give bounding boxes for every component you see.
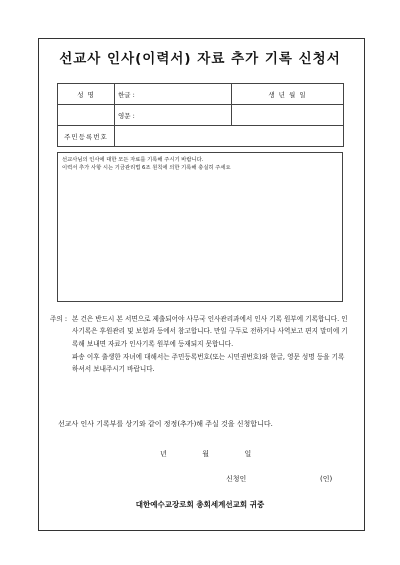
- date-row: [160, 449, 283, 459]
- applicant-label: 신청인: [226, 475, 247, 483]
- name-label: 성 명: [58, 84, 115, 105]
- resident-id-field[interactable]: [115, 126, 344, 147]
- name-label-blank: [58, 105, 115, 126]
- date-day: 일: [244, 450, 253, 458]
- english-name-field[interactable]: 영문 :: [115, 105, 232, 126]
- date-year: 년: [160, 450, 168, 458]
- form-title: 선교사 인사(이력서) 자료 추가 기록 신청서: [59, 51, 341, 67]
- content-line-1: 선교사님의 인사에 대한 모든 자료를 기록해 주시기 바랍니다.: [62, 157, 204, 163]
- notice-section: [50, 313, 350, 375]
- resident-id-label: 주민등록번호: [58, 126, 115, 147]
- applicant-info-table: [57, 83, 344, 147]
- korean-name-field[interactable]: 한글 :: [115, 84, 232, 105]
- notice-label: 주의 :: [50, 315, 68, 323]
- organization-name: 대한예수교장로회 총회세계선교회 귀중: [135, 500, 265, 509]
- birthdate-label: 생 년 월 일: [232, 84, 344, 105]
- confirmation-text: 선교사 인사 기록부를 상기와 같이 정정(추가)해 주실 것을 신청합니다.: [58, 420, 273, 428]
- notice-paragraph-1: 본 건은 반드시 본 서면으로 제출되어야 사무국 인사관리과에서 인사 기록 원부에 기록합니다. 인사기록은 후원관리 및 보험과 등에서 참고합니다. 만일 구두로 전하거나 사역보고 편지 말미에 기록해 보내면 자료가 인사기록 원부에 등재되지 못합니다.: [72, 315, 348, 348]
- seal-label: (인): [320, 475, 333, 483]
- record-content-box[interactable]: [57, 152, 343, 302]
- birthdate-field[interactable]: [232, 105, 344, 126]
- content-line-2: 이력서 추가 사항 시는 기금관리법 6조 원칙에 의한 기록해 충실히 주세요: [62, 165, 231, 171]
- notice-paragraph-2: 파송 이후 출생한 자녀에 대해서는 주민등록번호(또는 시민권번호)와 한글, 영문 성명 등을 기록하셔서 보내주시기 바랍니다.: [72, 352, 345, 374]
- date-month: 월: [202, 450, 210, 458]
